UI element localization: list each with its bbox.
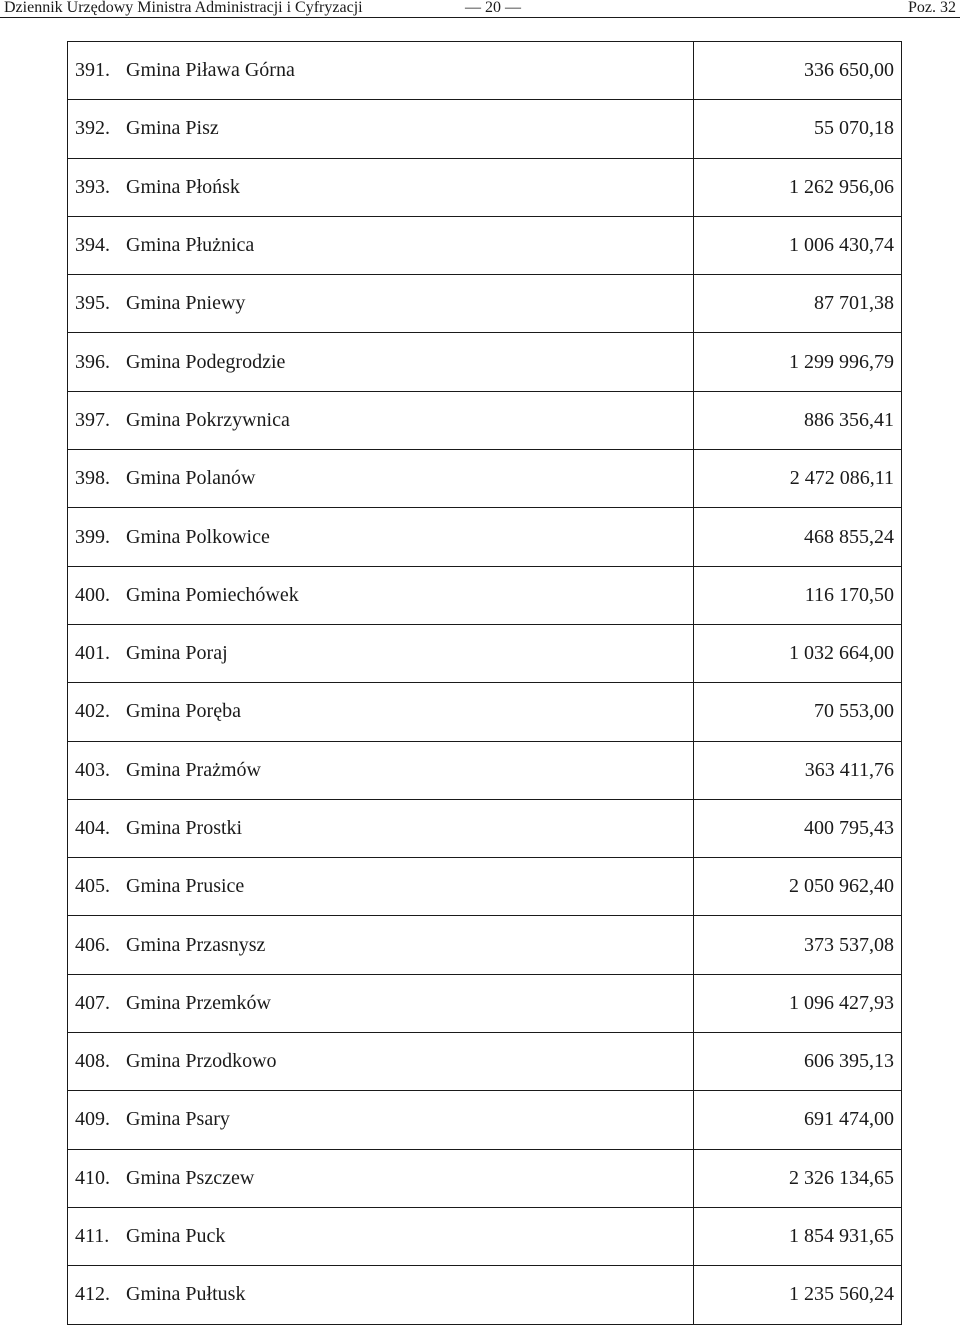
municipality-cell (68, 216, 694, 274)
row-number: 399. (75, 525, 110, 548)
amount-cell: 1 854 931,65 (694, 1207, 902, 1265)
amount-cell: 1 096 427,93 (694, 974, 902, 1032)
municipality-name: Gmina Prostki (126, 817, 243, 839)
municipality-cell (68, 741, 694, 799)
row-number: 402. (75, 700, 110, 723)
municipality-cell (68, 916, 694, 974)
row-number: 392. (75, 117, 110, 140)
municipality-cell (68, 275, 694, 333)
row-number: 406. (75, 933, 110, 956)
row-number: 396. (75, 350, 110, 373)
municipality-name: Gmina Piława Górna (126, 59, 295, 82)
amount-cell: 336 650,00 (694, 42, 902, 100)
row-number: 400. (75, 583, 110, 606)
row-number: 404. (75, 817, 110, 839)
municipality-name: Gmina Przodkowo (126, 1050, 277, 1073)
table-row (68, 916, 902, 974)
amount-cell: 116 170,50 (694, 566, 902, 624)
table-row (68, 683, 902, 741)
table-row (68, 566, 902, 624)
municipality-cell (68, 100, 694, 158)
amount-cell: 55 070,18 (694, 100, 902, 158)
municipality-cell (68, 799, 694, 857)
municipality-cell (68, 566, 694, 624)
table-row (68, 1207, 902, 1265)
municipality-name: Gmina Poraj (126, 642, 228, 665)
table-row (68, 42, 902, 100)
row-number: 391. (75, 59, 110, 82)
municipality-name: Gmina Pomiechówek (126, 583, 299, 606)
table-row (68, 216, 902, 274)
municipality-cell (68, 1149, 694, 1207)
municipality-cell (68, 683, 694, 741)
amount-cell: 468 855,24 (694, 508, 902, 566)
municipality-name: Gmina Płońsk (126, 175, 240, 198)
table-row (68, 508, 902, 566)
row-number: 403. (75, 758, 110, 781)
amount-cell: 400 795,43 (694, 799, 902, 857)
table-row (68, 333, 902, 391)
amount-cell: 886 356,41 (694, 391, 902, 449)
row-number: 395. (75, 292, 110, 315)
row-number: 412. (75, 1283, 110, 1306)
allocation-table-body (68, 42, 902, 1325)
table-row (68, 1266, 902, 1324)
municipality-name: Gmina Pokrzywnica (126, 408, 290, 431)
amount-cell: 1 299 996,79 (694, 333, 902, 391)
amount-cell: 373 537,08 (694, 916, 902, 974)
amount-cell: 87 701,38 (694, 275, 902, 333)
municipality-cell (68, 974, 694, 1032)
row-number: 409. (75, 1108, 110, 1131)
row-number: 407. (75, 991, 110, 1014)
table-row (68, 450, 902, 508)
row-number: 411. (75, 1225, 110, 1248)
amount-cell: 70 553,00 (694, 683, 902, 741)
table-row (68, 275, 902, 333)
amount-cell: 2 050 962,40 (694, 858, 902, 916)
row-number: 401. (75, 642, 110, 665)
position-number: Poz. 32 (908, 0, 956, 16)
page-number: — 20 — (465, 0, 521, 16)
municipality-name: Gmina Przemków (126, 991, 271, 1014)
table-row (68, 1033, 902, 1091)
table-row (68, 391, 902, 449)
municipality-cell (68, 1091, 694, 1149)
municipality-name: Gmina Pisz (126, 117, 219, 140)
municipality-name: Gmina Pułtusk (126, 1283, 246, 1306)
row-number: 408. (75, 1050, 110, 1073)
table-row (68, 799, 902, 857)
municipality-name: Gmina Poręba (126, 700, 241, 723)
municipality-cell (68, 1207, 694, 1265)
amount-cell: 691 474,00 (694, 1091, 902, 1149)
amount-cell: 606 395,13 (694, 1033, 902, 1091)
municipality-cell (68, 333, 694, 391)
municipality-cell (68, 450, 694, 508)
municipality-name: Gmina Pniewy (126, 292, 246, 315)
header-divider (0, 17, 960, 18)
row-number: 405. (75, 875, 110, 898)
row-number: 394. (75, 234, 110, 257)
table-row (68, 741, 902, 799)
municipality-name: Gmina Puck (126, 1225, 226, 1248)
municipality-name: Gmina Prażmów (126, 758, 261, 781)
municipality-name: Gmina Prusice (126, 875, 245, 898)
amount-cell: 1 235 560,24 (694, 1266, 902, 1324)
amount-cell: 363 411,76 (694, 741, 902, 799)
publication-title: Dziennik Urzędowy Ministra Administracji i Cyfryzacji (4, 0, 363, 16)
municipality-cell (68, 858, 694, 916)
municipality-name: Gmina Podegrodzie (126, 350, 286, 373)
municipality-name: Gmina Polkowice (126, 525, 270, 548)
municipality-name: Gmina Płużnica (126, 234, 255, 257)
municipality-name: Gmina Psary (126, 1108, 230, 1131)
amount-cell: 2 326 134,65 (694, 1149, 902, 1207)
table-row (68, 624, 902, 682)
amount-cell: 1 032 664,00 (694, 624, 902, 682)
table-row (68, 158, 902, 216)
municipality-cell (68, 1033, 694, 1091)
table-row (68, 858, 902, 916)
municipality-cell (68, 1266, 694, 1324)
table-row (68, 974, 902, 1032)
amount-cell: 1 262 956,06 (694, 158, 902, 216)
table-row (68, 1149, 902, 1207)
amount-cell: 2 472 086,11 (694, 450, 902, 508)
row-number: 398. (75, 467, 110, 490)
municipality-name: Gmina Przasnysz (126, 933, 266, 956)
municipality-name: Gmina Polanów (126, 467, 256, 490)
row-number: 397. (75, 408, 110, 431)
municipality-cell (68, 391, 694, 449)
allocation-table (67, 41, 902, 1325)
municipality-cell (68, 508, 694, 566)
amount-cell: 1 006 430,74 (694, 216, 902, 274)
municipality-name: Gmina Pszczew (126, 1166, 255, 1189)
municipality-cell (68, 624, 694, 682)
table-row (68, 1091, 902, 1149)
municipality-cell (68, 158, 694, 216)
table-row (68, 100, 902, 158)
row-number: 410. (75, 1166, 110, 1189)
row-number: 393. (75, 175, 110, 198)
municipality-cell (68, 42, 694, 100)
